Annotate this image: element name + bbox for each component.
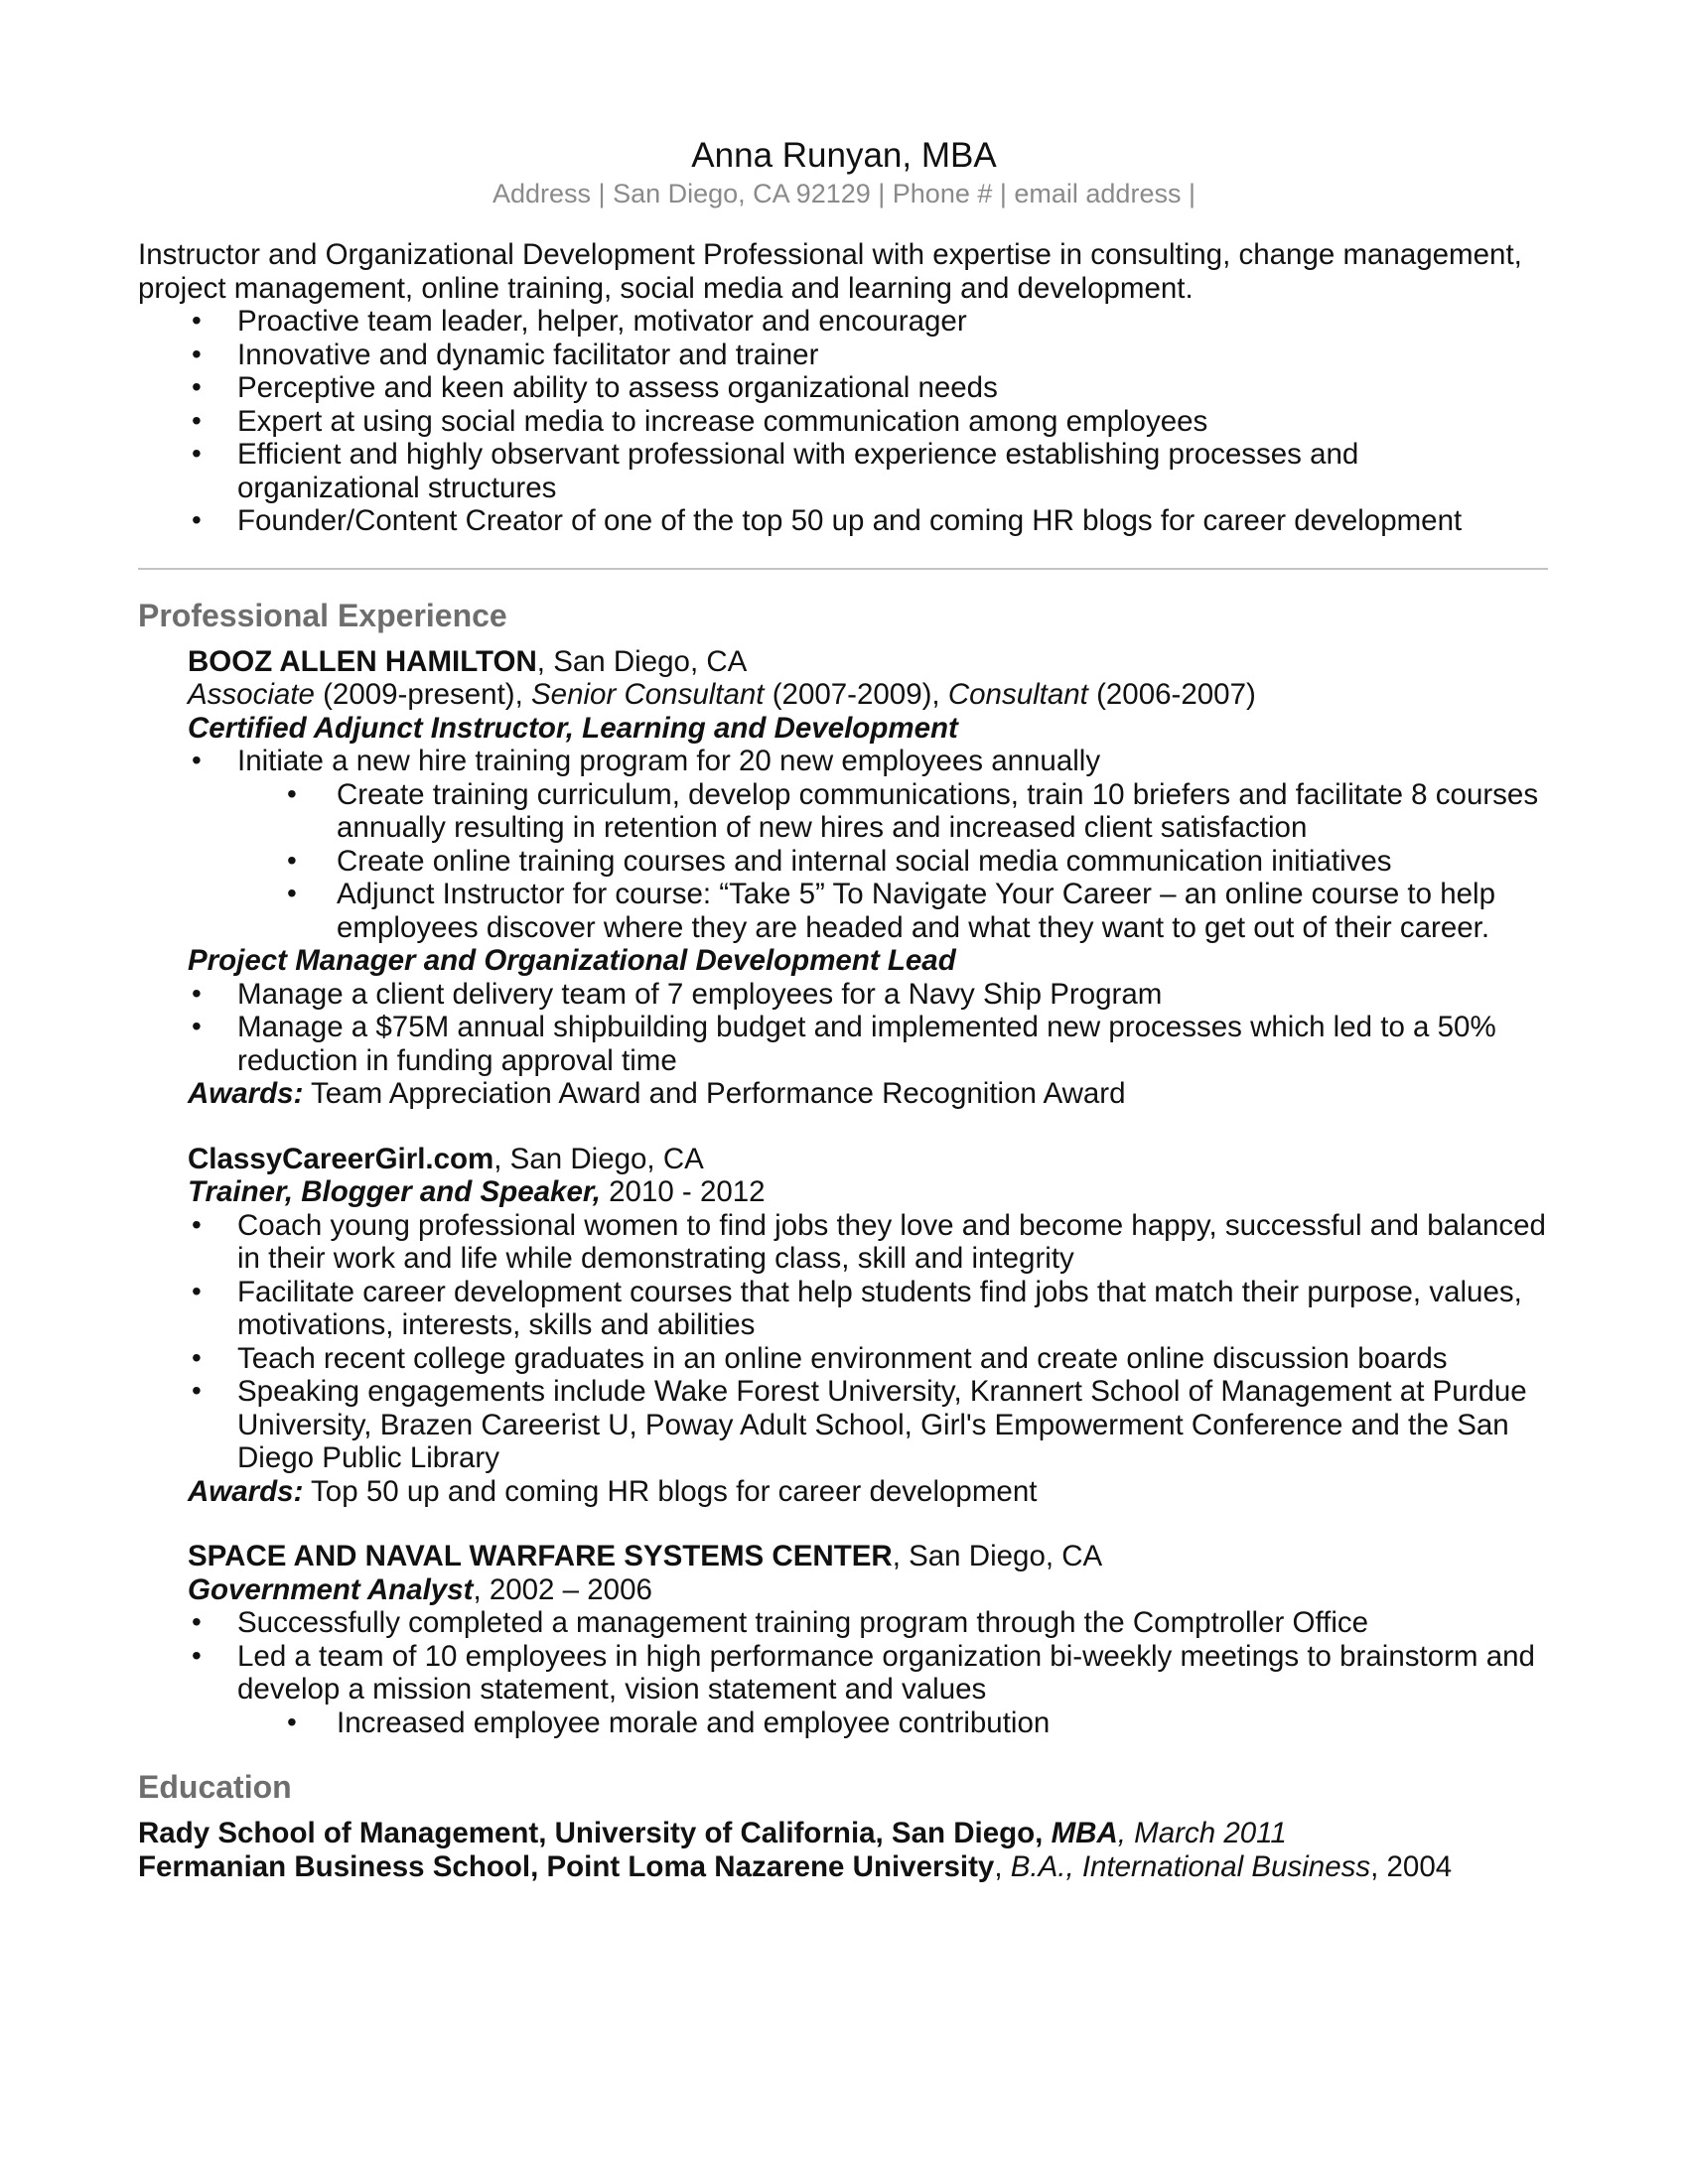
company-name: BOOZ ALLEN HAMILTON <box>188 644 537 678</box>
job-subheading: Certified Adjunct Instructor, Learning and Development <box>188 711 958 745</box>
degree: MBA <box>1043 1817 1118 1849</box>
job-header <box>188 645 1548 679</box>
company-name: SPACE AND NAVAL WARFARE SYSTEMS CENTER <box>188 1540 893 1572</box>
summary-bullet: • Perceptive and keen ability to assess organizational needs <box>138 371 1548 405</box>
awards-label: Awards: <box>188 1077 304 1110</box>
education-entry <box>138 1817 1548 1850</box>
role-title: Associate <box>188 678 315 711</box>
job-sub-bullet: • Increased employee morale and employee contribution <box>188 1706 1548 1740</box>
job-bullets <box>188 1606 1548 1706</box>
job-bullet: • Initiate a new hire training program for 20 new employees annually <box>188 745 1548 778</box>
job-sub-bullets <box>188 778 1548 945</box>
contact-line: Address | San Diego, CA 92129 | Phone # | email address | <box>492 179 1196 208</box>
job-bullet: • Speaking engagements include Wake Forest University, Krannert School of Management at Purdue University, Brazen Careerist U, Poway Adult School, Girl's Empowerment Conference and the San Diego Public Library <box>188 1375 1548 1475</box>
role-dates: (2006-2007) <box>1087 678 1256 711</box>
company-location: , San Diego, CA <box>536 644 748 678</box>
resume-header <box>0 135 1688 210</box>
company-location: , San Diego, CA <box>892 1540 1103 1572</box>
education-heading: Education <box>138 1769 292 1805</box>
job-bullet: • Successfully completed a management training program through the Comptroller Office <box>188 1606 1548 1640</box>
school-name: Rady School of Management, University of California, San Diego, <box>138 1817 1044 1849</box>
job-sub-bullet: • Adjunct Instructor for course: “Take 5” To Navigate Your Career – an online course to help employees discover where they are headed and what they want to get out of their career. <box>188 878 1548 944</box>
job-bullet: • Teach recent college graduates in an online environment and create online discussion boards <box>188 1342 1548 1376</box>
candidate-name: Anna Runyan, MBA <box>691 136 997 175</box>
job-roles <box>188 678 1548 712</box>
job-spawar <box>138 1540 1548 1739</box>
job-bullet: • Manage a $75M annual shipbuilding budget and implemented new processes which led to a 50% reduction in funding approval time <box>188 1011 1548 1077</box>
section-divider <box>138 568 1548 570</box>
education-entry <box>138 1850 1548 1884</box>
job-bullet: • Coach young professional women to find jobs they love and become happy, successful and balanced in their work and life while demonstrating class, skill and integrity <box>188 1209 1548 1276</box>
job-roles <box>188 1175 1548 1209</box>
job-bullet: • Facilitate career development courses that help students find jobs that match their purpose, values, motivations, interests, skills and abilities <box>188 1276 1548 1342</box>
summary-bullet: • Innovative and dynamic facilitator and trainer <box>138 339 1548 372</box>
company-name: ClassyCareerGirl.com <box>188 1142 494 1175</box>
spacer <box>138 1739 1548 1767</box>
job-header <box>188 1143 1548 1176</box>
job-roles <box>188 1573 1548 1607</box>
job-sub-bullet: • Create training curriculum, develop communications, train 10 briefers and facilitate 8 courses annually resulting in retention of new hires and increased client satisfaction <box>188 778 1548 845</box>
job-awards <box>188 1475 1548 1509</box>
company-location: , San Diego, CA <box>493 1142 704 1175</box>
summary-bullets <box>138 305 1548 538</box>
job-bullet: • Led a team of 10 employees in high performance organization bi-weekly meetings to brainstorm and develop a mission statement, vision statement and values <box>188 1640 1548 1706</box>
awards-text: Team Appreciation Award and Performance Recognition Award <box>303 1077 1126 1110</box>
summary-bullet: • Efficient and highly observant professional with experience establishing processes and organizational structures <box>138 438 1548 504</box>
role-title: Government Analyst <box>188 1572 474 1606</box>
job-header <box>188 1540 1548 1573</box>
role-dates: , 2002 – 2006 <box>473 1572 652 1606</box>
job-awards <box>188 1077 1548 1111</box>
resume-body <box>138 238 1548 1883</box>
school-name: Fermanian Business School, Point Loma Nazarene University <box>138 1849 995 1883</box>
job-bullets <box>188 745 1548 778</box>
awards-label: Awards: <box>188 1474 304 1508</box>
job-sub-bullets <box>188 1706 1548 1740</box>
role-title: Senior Consultant <box>531 678 765 711</box>
summary-bullet: • Proactive team leader, helper, motivator and encourager <box>138 305 1548 339</box>
role-title: Consultant <box>947 678 1088 711</box>
job-bullet: • Manage a client delivery team of 7 employees for a Navy Ship Program <box>188 978 1548 1012</box>
role-dates: (2009-present), <box>314 678 531 711</box>
experience-heading: Professional Experience <box>138 597 507 633</box>
separator: , <box>994 1849 1011 1883</box>
degree: B.A., International Business <box>1010 1849 1371 1883</box>
job-subheading: Project Manager and Organizational Development Lead <box>188 944 956 977</box>
degree-date: , 2004 <box>1370 1849 1453 1883</box>
job-bullets <box>188 978 1548 1078</box>
spacer <box>138 1111 1548 1143</box>
role-dates: (2007-2009), <box>764 678 948 711</box>
role-dates: 2010 - 2012 <box>600 1175 766 1208</box>
degree-date: , March 2011 <box>1117 1817 1287 1849</box>
summary-bullet: • Expert at using social media to increase communication among employees <box>138 405 1548 439</box>
job-sub-bullet: • Create online training courses and internal social media communication initiatives <box>188 845 1548 879</box>
role-title: Trainer, Blogger and Speaker, <box>188 1175 601 1208</box>
job-classy-career-girl <box>138 1143 1548 1509</box>
job-booz-allen <box>138 645 1548 1111</box>
spacer <box>138 1508 1548 1540</box>
summary-bullet: • Founder/Content Creator of one of the top 50 up and coming HR blogs for career development <box>138 504 1548 538</box>
job-bullets <box>188 1209 1548 1475</box>
summary-text: Instructor and Organizational Development Professional with expertise in consulting, change management, project management, online training, social media and learning and development. <box>138 238 1522 305</box>
awards-text: Top 50 up and coming HR blogs for career development <box>303 1474 1038 1508</box>
